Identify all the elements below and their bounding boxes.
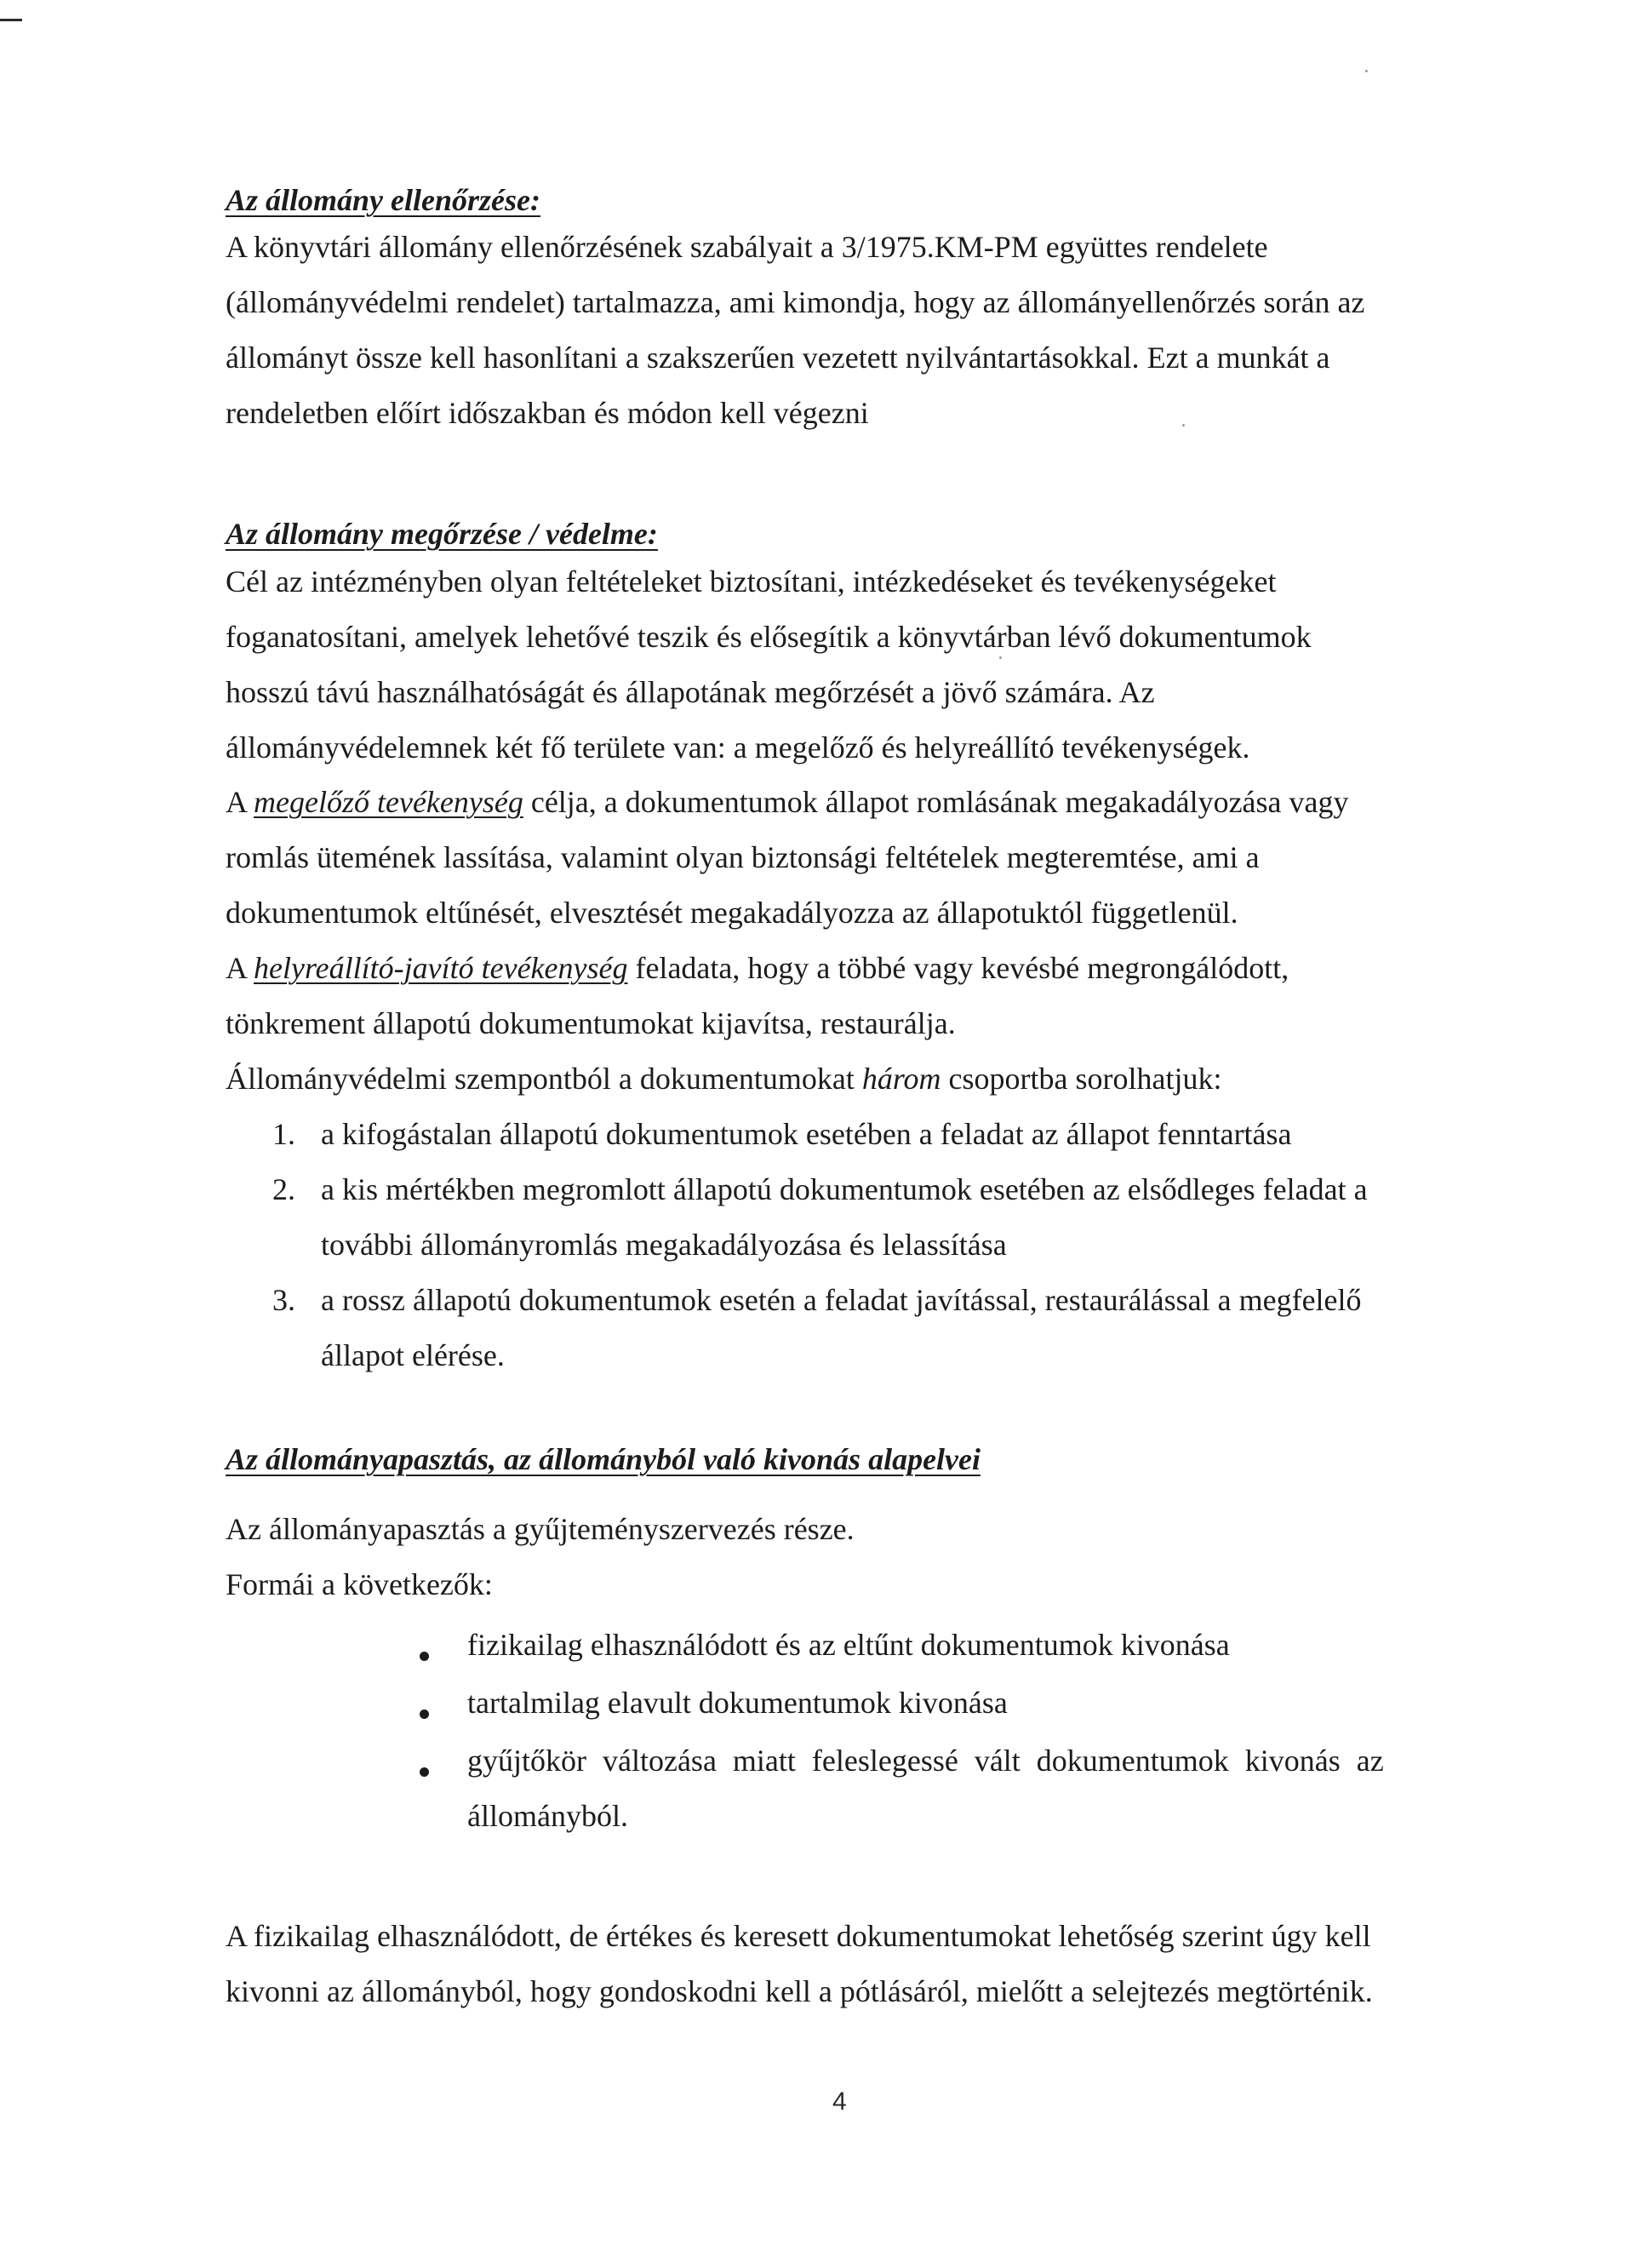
scan-speck [1182,424,1185,427]
list-item: a kifogástalan állapotú dokumentumok esetében a feladat az állapot fenntartása [321,1117,1292,1151]
text-prefix: A [226,785,254,819]
csoport-paragraph-line [226,1062,1222,1096]
megelozo-paragraph-line [226,785,1349,819]
section-heading-vedelem: Az állomány megőrzése / védelme: [226,517,658,551]
bullet-item: tartalmilag elavult dokumentumok kivonása [467,1686,1008,1720]
paragraph-line: rendeletben előírt időszakban és módon kell végezni [226,396,869,430]
closing-paragraph-line: kivonni az állományból, hogy gondoskodni kell a pótlásáról, mielőtt a selejtezés megtörténik. [226,1974,1373,2008]
text-rest: csoportba sorolhatjuk: [940,1062,1222,1096]
text-prefix: Állományvédelmi szempontból a dokumentumokat [226,1062,862,1096]
bullet-dot [420,1767,429,1777]
scan-corner-mark [0,19,22,21]
scan-speck [1365,70,1368,72]
paragraph-line: dokumentumok eltűnését, elvesztését megakadályozza az állapotuktól függetlenül. [226,896,1238,930]
paragraph-line: hosszú távú használhatóságát és állapotának megőrzését a jövő számára. Az [226,675,1155,709]
paragraph-line: állományt össze kell hasonlítani a szakszerűen vezetett nyilvántartásokkal. Ezt a munkát a [226,341,1330,375]
term-harom: három [861,1062,941,1096]
bullet-item [467,1744,1461,1778]
list-number: 2. [272,1172,295,1206]
text-rest: célja, a dokumentumok állapot romlásának megakadályozása vagy [523,785,1349,819]
list-number: 3. [272,1283,295,1317]
text-rest: feladata, hogy a többé vagy kevésbé megrongálódott, [627,951,1289,985]
list-number: 1. [272,1117,295,1151]
closing-paragraph-line: A fizikailag elhasználódott, de értékes és keresett dokumentumokat lehetőség szerint úgy kell [226,1919,1371,1953]
paragraph-line: Formái a következők: [226,1567,493,1601]
bullet-item: fizikailag elhasználódott és az eltűnt dokumentumok kivonása [467,1628,1230,1662]
helyreallito-paragraph-line [226,951,1289,985]
text-prefix: A [226,951,254,985]
bullet-item-text: gyűjtőkör változása miatt feleslegessé vált dokumentumok kivonás az [467,1744,1384,1778]
section-heading-ellenorzes: Az állomány ellenőrzése: [226,183,540,217]
paragraph-line: állományvédelemnek két fő területe van: a megelőző és helyreállító tevékenységek. [226,730,1250,765]
list-item-continuation: további állományromlás megakadályozása és lelassítása [321,1228,1007,1262]
paragraph-line: tönkrement állapotú dokumentumokat kijavítsa, restaurálja. [226,1006,956,1040]
paragraph-line: foganatosítani, amelyek lehetővé teszik és elősegítik a könyvtárban lévő dokumentumok [226,620,1312,654]
term-megelozo: megelőző tevékenység [254,785,523,819]
paragraph-line: Az állományapasztás a gyűjteményszervezés része. [226,1512,855,1546]
list-item: a rossz állapotú dokumentumok esetén a feladat javítással, restaurálással a megfelelő [321,1283,1362,1317]
page-number: 4 [832,2088,847,2116]
paragraph-line: romlás ütemének lassítása, valamint olyan biztonsági feltételek megteremtése, ami a [226,840,1260,874]
term-helyreallito: helyreállító-javító tevékenység [254,951,628,985]
scan-speck [999,656,1002,659]
list-item: a kis mértékben megromlott állapotú dokumentumok esetében az elsődleges feladat a [321,1172,1368,1206]
bullet-dot [420,1652,429,1661]
list-item-continuation: állapot elérése. [321,1338,505,1372]
paragraph-line: Cél az intézményben olyan feltételeket biztosítani, intézkedéseket és tevékenységeket [226,564,1277,598]
bullet-item-continuation: állományból. [467,1799,628,1833]
bullet-dot [420,1710,429,1719]
paragraph-line: A könyvtári állomány ellenőrzésének szabályait a 3/1975.KM-PM együttes rendelete [226,230,1268,264]
section-heading-apasztas: Az állományapasztás, az állományból való kivonás alapelvei [226,1442,981,1476]
paragraph-line: (állományvédelmi rendelet) tartalmazza, ami kimondja, hogy az állományellenőrzés során az [226,285,1365,319]
